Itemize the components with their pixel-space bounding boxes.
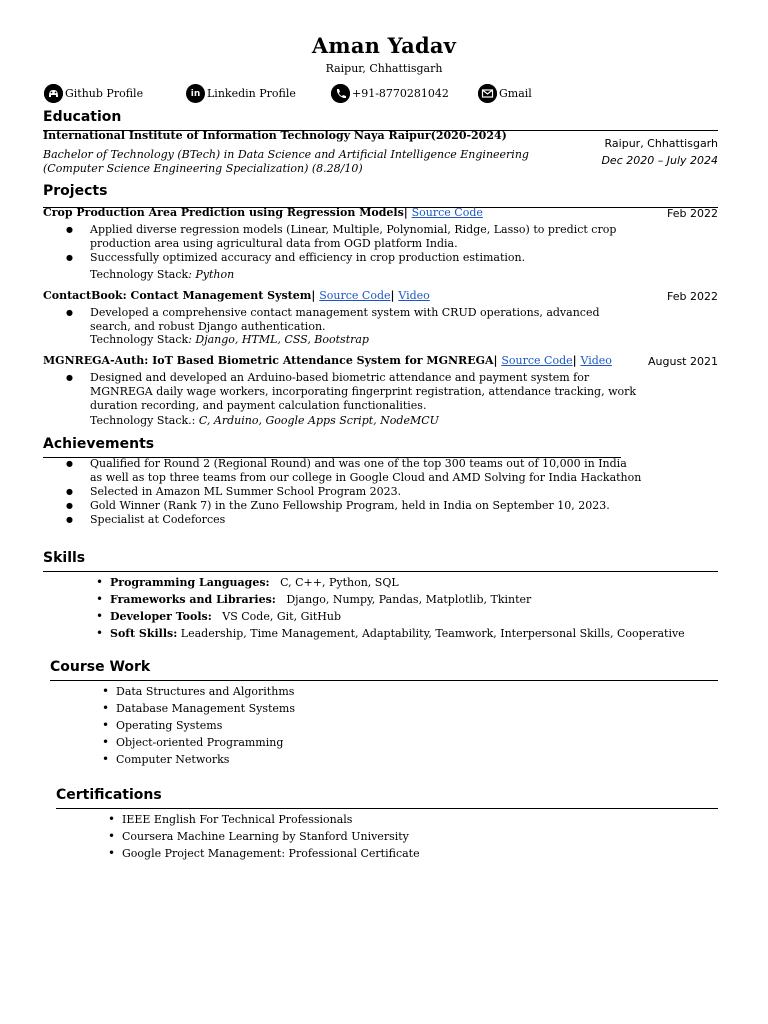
project-3-stack-label: Technology Stack.: (90, 414, 199, 427)
project-2-sep2: | (390, 289, 399, 302)
project-2-source-link[interactable]: Source Code (319, 289, 391, 302)
list-item: ● Gold Winner (Rank 7) in the Zuno Fellowship Program, held in India on September 10, 2023. (44, 499, 641, 513)
education-location: Raipur, Chhattisgarh (604, 137, 718, 150)
list-item: search, and robust Django authentication. (90, 320, 326, 333)
education-heading: Education (43, 109, 122, 125)
list-item: production area using agricultural data from OGD platform India. (90, 237, 458, 250)
email-icon (478, 84, 497, 103)
skill-value: Leadership, Time Management, Adaptability, Teamwork, Interpersonal Skills, Cooperative (177, 627, 685, 640)
candidate-location: Raipur, Chhattisgarh (325, 62, 443, 75)
list-item: duration recording, and payment calculation functionalities. (90, 399, 427, 412)
linkedin-link[interactable] (186, 84, 296, 103)
projects-heading: Projects (43, 183, 108, 199)
github-link[interactable] (44, 84, 143, 103)
linkedin-label: Linkedin Profile (207, 87, 296, 100)
project-2-stack (90, 333, 369, 346)
skill-value: Django, Numpy, Pandas, Matplotlib, Tkinter (275, 593, 532, 606)
list-item: ● Designed and developed an Arduino-based biometric attendance and payment system for (44, 371, 636, 385)
achievements-list (44, 457, 641, 527)
list-item (96, 591, 685, 608)
education-dates: Dec 2020 – July 2024 (601, 154, 718, 167)
project-2-stack-value: : Django, HTML, CSS, Bootstrap (188, 333, 369, 346)
skill-label: Programming Languages: (110, 576, 270, 589)
project-3-stack-value: C, Arduino, Google Apps Script, NodeMCU (198, 414, 439, 427)
project-1-bullets (44, 223, 616, 265)
phone-link[interactable] (331, 84, 449, 103)
certifications-heading: Certifications (56, 787, 162, 803)
project-3-bullets (44, 371, 636, 413)
skill-value: C, C++, Python, SQL (269, 576, 399, 589)
list-item: ● Successfully optimized accuracy and efficiency in crop production estimation. (44, 251, 616, 265)
skills-list (96, 574, 685, 642)
email-link[interactable] (478, 84, 532, 103)
skill-label: Soft Skills: (110, 627, 178, 640)
achievements-heading: Achievements (43, 436, 155, 452)
education-degree-line1: Bachelor of Technology (BTech) in Data Science and Artificial Intelligence Engineering (43, 148, 529, 161)
project-1-sep: | (403, 206, 412, 219)
education-institute: International Institute of Information Technology Naya Raipur(2020-2024) (43, 129, 507, 142)
project-2-bullets (44, 306, 600, 334)
project-1-source-link[interactable]: Source Code (411, 206, 483, 219)
project-2-title: ContactBook: Contact Management System (43, 289, 312, 302)
phone-label: +91-8770281042 (352, 87, 449, 100)
email-label: Gmail (499, 87, 532, 100)
list-item: • Operating Systems (102, 717, 295, 734)
list-item: as well as top three teams from our college in Google Cloud and AMD Solving for India Hackathon (90, 471, 642, 484)
project-3-header (43, 354, 612, 367)
coursework-heading: Course Work (50, 659, 151, 675)
project-2-video-link[interactable]: Video (398, 289, 430, 302)
list-item: • Computer Networks (102, 751, 295, 768)
list-item: • IEEE English For Technical Professionals (108, 811, 420, 828)
skill-label: Frameworks and Libraries: (110, 593, 276, 606)
project-1-stack (90, 268, 234, 281)
project-1-title: Crop Production Area Prediction using Regression Models (43, 206, 404, 219)
list-item (96, 574, 685, 591)
certifications-list (108, 811, 420, 862)
project-3-source-link[interactable]: Source Code (501, 354, 573, 367)
list-item: MGNREGA daily wage workers, incorporating fingerprint registration, attendance tracking, work (90, 385, 637, 398)
project-2-date: Feb 2022 (667, 290, 718, 303)
list-item: ● Developed a comprehensive contact management system with CRUD operations, advanced (44, 306, 600, 320)
project-2-header (43, 289, 430, 302)
project-3-sep: | (493, 354, 502, 367)
list-item: ● Qualified for Round 2 (Regional Round) and was one of the top 300 teams out of 10,000 in India (44, 457, 641, 471)
skills-divider (43, 571, 718, 572)
coursework-list (102, 683, 295, 768)
github-label: Github Profile (65, 87, 144, 100)
list-item: ● Applied diverse regression models (Linear, Multiple, Polynomial, Ridge, Lasso) to predict crop (44, 223, 616, 237)
project-3-stack (90, 414, 439, 427)
list-item: • Coursera Machine Learning by Stanford University (108, 828, 420, 845)
project-3-date: August 2021 (648, 355, 718, 368)
phone-icon (331, 84, 350, 103)
education-degree-line2: (Computer Science Engineering Specialization) (8.28/10) (43, 162, 363, 175)
list-item: • Data Structures and Algorithms (102, 683, 295, 700)
project-1-header (43, 206, 483, 219)
github-icon (44, 84, 63, 103)
project-2-sep: | (311, 289, 320, 302)
project-1-date: Feb 2022 (667, 207, 718, 220)
project-3-video-link[interactable]: Video (580, 354, 612, 367)
list-item (96, 625, 685, 642)
list-item: • Google Project Management: Professional Certificate (108, 845, 420, 862)
candidate-name: Aman Yadav (311, 33, 457, 58)
skill-value: VS Code, Git, GitHub (211, 610, 342, 623)
skills-heading: Skills (43, 550, 86, 566)
project-3-sep2: | (572, 354, 581, 367)
list-item: ● Specialist at Codeforces (44, 513, 641, 527)
list-item: ● Selected in Amazon ML Summer School Program 2023. (44, 485, 641, 499)
coursework-divider (50, 680, 718, 681)
project-1-stack-value: : Python (188, 268, 235, 281)
certifications-divider (56, 808, 718, 809)
project-3-title: MGNREGA-Auth: IoT Based Biometric Attendance System for MGNREGA (43, 354, 494, 367)
list-item: • Database Management Systems (102, 700, 295, 717)
project-1-stack-label: Technology Stack (90, 268, 189, 281)
list-item (96, 608, 685, 625)
linkedin-icon: in (186, 84, 205, 103)
project-2-stack-label: Technology Stack (90, 333, 189, 346)
skill-label: Developer Tools: (110, 610, 212, 623)
list-item: • Object-oriented Programming (102, 734, 295, 751)
